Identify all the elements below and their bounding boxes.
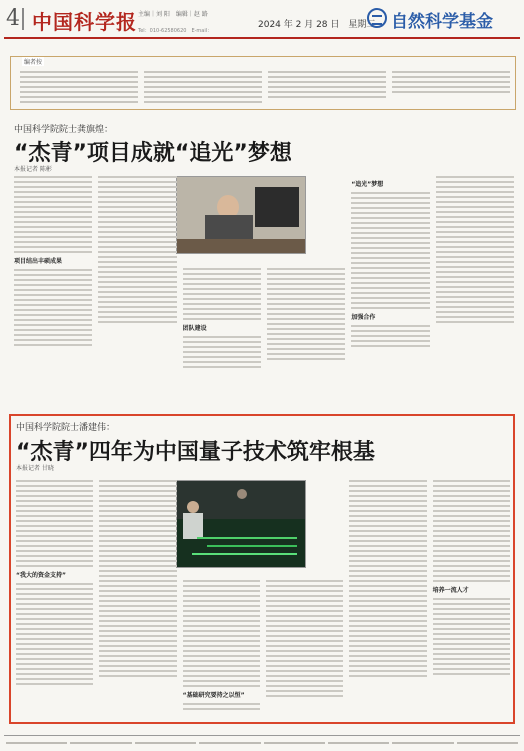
editor-info: 主编｜刘 阳 编辑｜赵 路 xyxy=(138,11,208,18)
section-title: 自然科学基金 xyxy=(391,12,493,32)
article2-subhead: “基础研究要持之以恒” xyxy=(182,692,245,699)
issue-date: 2024 年 2 月 28 日 星期三 xyxy=(258,20,376,30)
article1-body xyxy=(14,176,514,408)
footer-rule xyxy=(4,735,520,736)
nsfc-logo-icon xyxy=(367,8,387,28)
article2-byline: 本报记者 甘晓 xyxy=(16,465,54,472)
article1-byline: 本报记者 陈彬 xyxy=(14,166,52,173)
article1-subhead: 项目结出丰硕成果 xyxy=(14,258,63,265)
article2-subhead: “我大的资金支持” xyxy=(16,572,66,579)
article2-kicker: 中国科学院院士潘建伟： xyxy=(16,423,116,433)
article1-kicker: 中国科学院院士龚旗煌： xyxy=(14,125,114,135)
article2-subhead: 培养一流人才 xyxy=(432,587,469,594)
newspaper-masthead: 中国科学报 xyxy=(32,10,137,34)
page-number: 4 xyxy=(6,6,20,31)
page-header xyxy=(0,0,524,38)
article2-headline: “杰青”四年为中国量子技术筑牢根基 xyxy=(16,440,375,465)
editor-note-tag: 编者按 xyxy=(24,59,43,66)
article1-subhead: “追光”梦想 xyxy=(351,181,384,188)
header-rule xyxy=(4,37,520,39)
contact-info: Tel：010-62580620 E-mail： xyxy=(138,28,213,34)
page-footer xyxy=(6,739,518,747)
article2-body xyxy=(16,480,510,720)
article1-headline: “杰青”项目成就“追光”梦想 xyxy=(14,141,292,166)
page-number-divider xyxy=(22,8,24,30)
article1-subhead: 团队建设 xyxy=(182,325,207,332)
editor-note-text xyxy=(20,68,510,106)
article1-subhead: 加强合作 xyxy=(351,314,376,321)
